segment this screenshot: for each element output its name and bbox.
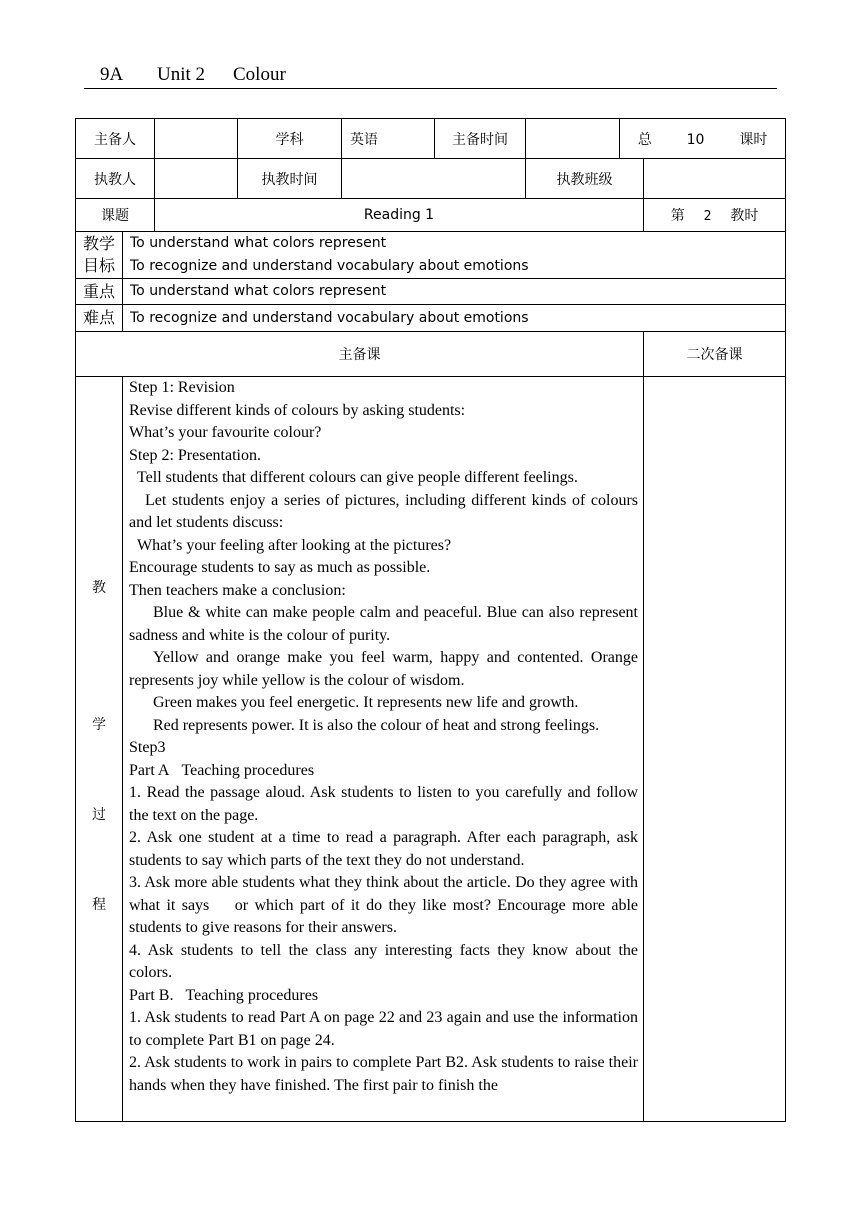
class-value [644,159,786,199]
teacher-label: 执教人 [76,159,155,199]
process-line: 3. Ask more able students what they think about the article. Do they agree with what it says or which part of it do they like most? Encourage more able students to give reasons for their answers. [129,874,638,936]
process-line: 2. Ask students to work in pairs to complete Part B2. Ask students to raise their hands when they have finished. The first pair to finish the [129,1054,638,1094]
period-unit: 课时 [739,131,768,148]
process-line: Part B. Teaching procedures [129,986,319,1004]
unit-title: Colour [233,64,286,85]
process-line: Yellow and orange make you feel warm, happy and contented. Orange represents joy while yellow is the colour of wisdom. [129,649,638,689]
process-line: Blue & white can make people calm and peaceful. Blue can also represent sadness and white is the colour of purity. [129,604,638,644]
key-point-label: 重点 [76,279,123,305]
process-line: Green makes you feel energetic. It represents new life and growth. [153,694,579,711]
process-line: Step 2: Presentation. [129,446,261,464]
process-line: 2. Ask one student at a time to read a paragraph. After each paragraph, ask students to say which parts of the text they do not understand. [129,829,638,869]
total-periods [620,119,786,159]
objective-item: To understand what colors represent [130,235,387,251]
teach-time-value [342,159,526,199]
lesson-prefix: 第 [670,208,685,224]
lesson-suffix: 教时 [730,208,759,224]
process-content [123,377,643,1121]
process-line: What’s your feeling after looking at the pictures? [137,536,452,554]
class-label: 执教班级 [526,159,644,199]
process-line: 1. Ask students to read Part A on page 22 and 23 again and use the information to complete Part B1 on page 24. [129,1009,638,1049]
process-line: 4. Ask students to tell the class any interesting facts they know about the colors. [129,941,638,981]
subject-label: 学科 [238,119,342,159]
objective-item: To recognize and understand vocabulary about emotions [130,258,529,274]
side-char: 学 [92,717,106,733]
process-line: Then teachers make a conclusion: [129,581,346,599]
process-line: Tell students that different colours can give people different feelings. [137,469,578,486]
process-line: Let students enjoy a series of pictures, including different kinds of colours and let students discuss: [129,491,638,531]
process-line: Step3 [129,739,166,756]
preparer-label: 主备人 [76,119,155,159]
difficult-point-label: 难点 [76,305,123,332]
grade-label: 9A [100,64,124,85]
teacher-value [155,159,238,199]
process-line: Red represents power. It is also the colour of heat and strong feelings. [153,716,600,734]
secondary-prep-cell [644,377,786,1122]
objectives-label: 教学 目标 [76,232,123,279]
process-line: Part A Teaching procedures [129,761,315,779]
secondary-prep-header: 二次备课 [644,332,786,377]
main-prep-header: 主备课 [76,332,644,377]
prep-time-label: 主备时间 [435,119,526,159]
process-line: What’s your favourite colour? [129,424,322,441]
side-char: 过 [92,807,106,823]
total-label: 总 [637,131,652,148]
lesson-number [644,199,786,232]
subject-value: 英语 [342,119,435,159]
page-header [84,62,777,89]
topic-label: 课题 [76,199,155,232]
difficult-point-value: To recognize and understand vocabulary about emotions [123,305,786,332]
key-point-value: To understand what colors represent [123,279,786,305]
objectives-list [123,232,786,279]
process-line: Step 1: Revision [129,379,235,396]
teach-time-label: 执教时间 [238,159,342,199]
lesson-no: 2 [703,209,712,224]
side-char: 程 [92,897,106,913]
preparer-value [155,119,238,159]
topic-value: Reading 1 [155,199,644,232]
process-side-label [76,377,123,1122]
prep-time-value [526,119,620,159]
process-content-cell [123,377,644,1122]
side-char: 教 [92,580,106,596]
process-line: Revise different kinds of colours by asking students: [129,401,466,419]
unit-label: Unit 2 [157,64,206,85]
process-line: Encourage students to say as much as possible. [129,559,431,576]
total-value: 10 [686,131,705,148]
lesson-plan-table [75,118,786,1122]
process-line: 1. Read the passage aloud. Ask students to listen to you carefully and follow the text on the page. [129,784,638,824]
